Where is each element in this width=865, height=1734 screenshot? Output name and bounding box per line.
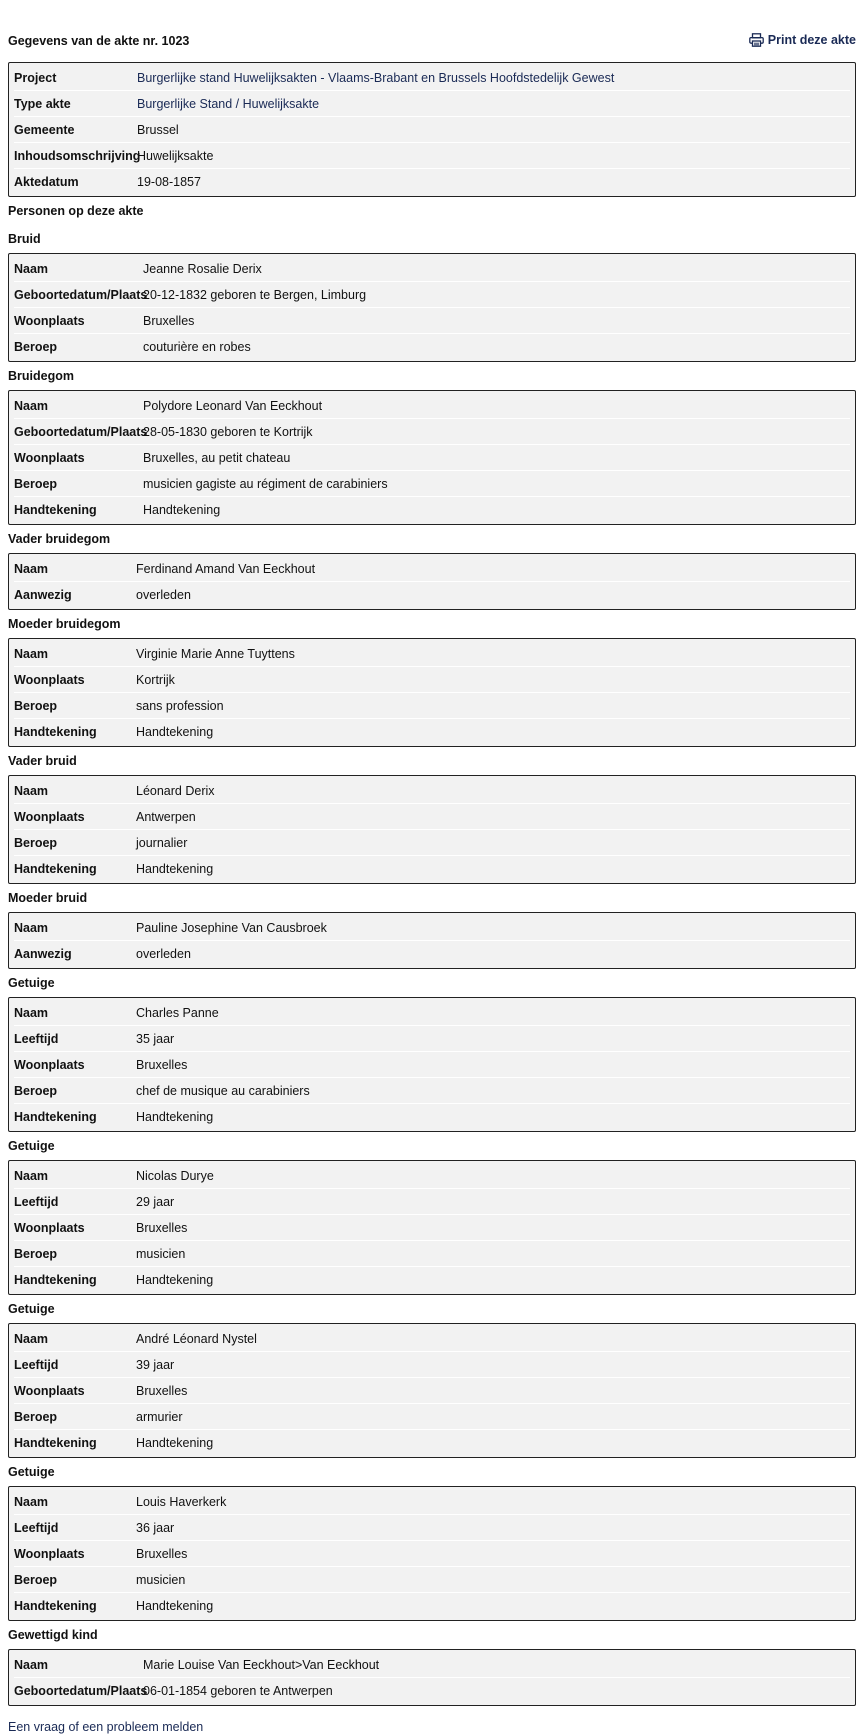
- detail-row: [14, 1267, 850, 1292]
- person-role-heading: Gewettigd kind: [8, 1628, 98, 1642]
- field-label: Beroep: [14, 339, 58, 354]
- field-value: Bruxelles: [136, 1057, 188, 1072]
- field-value: musicien: [136, 1246, 186, 1261]
- field-value: Ferdinand Amand Van Eeckhout: [136, 561, 316, 576]
- person-role-heading: Moeder bruid: [8, 891, 88, 905]
- field-value: 39 jaar: [136, 1357, 175, 1372]
- field-value: Brussel: [137, 122, 179, 137]
- field-label: Geboortedatum/Plaats: [14, 424, 148, 439]
- detail-row: [14, 582, 850, 607]
- person-box: [8, 997, 856, 1132]
- field-label: Beroep: [14, 1572, 58, 1587]
- field-label: Woonplaats: [14, 1057, 85, 1072]
- detail-row: [14, 1678, 850, 1703]
- field-label: Naam: [14, 261, 49, 276]
- field-value: Bruxelles: [136, 1383, 188, 1398]
- field-value[interactable]: Burgerlijke Stand / Huwelijksakte: [137, 96, 320, 111]
- field-label: Woonplaats: [14, 672, 85, 687]
- detail-row: [14, 471, 850, 497]
- detail-row: [14, 1515, 850, 1541]
- detail-row: [14, 1078, 850, 1104]
- detail-row: [14, 778, 850, 804]
- field-value: Marie Louise Van Eeckhout>Van Eeckhout: [143, 1657, 380, 1672]
- detail-row: [14, 804, 850, 830]
- detail-row: [14, 334, 850, 359]
- field-value: 29 jaar: [136, 1194, 175, 1209]
- field-value: Polydore Leonard Van Eeckhout: [143, 398, 323, 413]
- detail-row: [14, 1189, 850, 1215]
- detail-row: [14, 308, 850, 334]
- detail-row: [14, 856, 850, 881]
- detail-row: [14, 1352, 850, 1378]
- person-role-heading: Vader bruid: [8, 754, 77, 768]
- field-value: 19-08-1857: [137, 174, 201, 189]
- person-role-heading: Bruid: [8, 232, 41, 246]
- detail-row: [14, 667, 850, 693]
- field-label: Aanwezig: [14, 587, 72, 602]
- field-value: chef de musique au carabiniers: [136, 1083, 310, 1098]
- detail-row: [14, 1430, 850, 1455]
- field-label: Handtekening: [14, 502, 97, 517]
- field-label: Naam: [14, 1331, 49, 1346]
- detail-row: [14, 419, 850, 445]
- field-label: Woonplaats: [14, 1220, 85, 1235]
- person-box: [8, 1160, 856, 1295]
- detail-row: [14, 1104, 850, 1129]
- page-title: Gegevens van de akte nr. 1023: [8, 34, 190, 48]
- field-value: Handtekening: [143, 502, 221, 517]
- field-value: Kortrijk: [136, 672, 175, 687]
- detail-row: [14, 169, 850, 194]
- field-value: 35 jaar: [136, 1031, 175, 1046]
- detail-row: [14, 445, 850, 471]
- detail-row: [14, 719, 850, 744]
- detail-row: [14, 1541, 850, 1567]
- person-box: [8, 638, 856, 747]
- field-label: Beroep: [14, 1083, 58, 1098]
- field-value: journalier: [136, 835, 188, 850]
- field-label: Beroep: [14, 698, 58, 713]
- field-label: Beroep: [14, 1409, 58, 1424]
- person-role-heading: Getuige: [8, 1139, 55, 1153]
- field-label: Beroep: [14, 1246, 58, 1261]
- detail-row: [14, 641, 850, 667]
- detail-row: [14, 693, 850, 719]
- detail-row: [14, 393, 850, 419]
- field-label: Project: [14, 70, 57, 85]
- report-problem-link[interactable]: Een vraag of een probleem melden: [8, 1720, 204, 1734]
- field-value: Virginie Marie Anne Tuyttens: [136, 646, 295, 661]
- akte-details: [8, 62, 856, 197]
- field-value: Handtekening: [136, 861, 214, 876]
- field-label: Woonplaats: [14, 313, 85, 328]
- field-label: Handtekening: [14, 724, 97, 739]
- printer-icon: [749, 33, 764, 47]
- field-label: Leeftijd: [14, 1357, 59, 1372]
- print-button[interactable]: [749, 33, 856, 47]
- field-label: Leeftijd: [14, 1520, 59, 1535]
- field-label: Inhoudsomschrijving: [14, 148, 141, 163]
- field-label: Naam: [14, 1168, 49, 1183]
- person-role-heading: Bruidegom: [8, 369, 74, 383]
- field-value: Handtekening: [136, 1598, 214, 1613]
- field-value: Bruxelles: [143, 313, 195, 328]
- person-box: [8, 912, 856, 969]
- field-value: Charles Panne: [136, 1005, 219, 1020]
- field-value: Bruxelles, au petit chateau: [143, 450, 291, 465]
- field-label: Aktedatum: [14, 174, 79, 189]
- detail-row: [14, 1026, 850, 1052]
- persons-list: [8, 225, 856, 1706]
- field-label: Beroep: [14, 476, 58, 491]
- detail-row: [14, 117, 850, 143]
- field-label: Naam: [14, 1494, 49, 1509]
- person-box: [8, 253, 856, 362]
- field-value: Bruxelles: [136, 1546, 188, 1561]
- detail-row: [14, 1567, 850, 1593]
- field-label: Type akte: [14, 96, 71, 111]
- detail-row: [14, 65, 850, 91]
- field-value: 36 jaar: [136, 1520, 175, 1535]
- detail-row: [14, 1326, 850, 1352]
- field-value: sans profession: [136, 698, 224, 713]
- detail-row: [14, 282, 850, 308]
- field-label: Geboortedatum/Plaats: [14, 287, 148, 302]
- person-box: [8, 1486, 856, 1621]
- field-label: Gemeente: [14, 122, 75, 137]
- field-label: Naam: [14, 646, 49, 661]
- field-value[interactable]: Burgerlijke stand Huwelijksakten - Vlaams-Brabant en Brussels Hoofdstedelijk Gewest: [137, 70, 615, 85]
- field-value: Nicolas Durye: [136, 1168, 214, 1183]
- field-label: Geboortedatum/Plaats: [14, 1683, 148, 1698]
- field-value: Antwerpen: [136, 809, 196, 824]
- detail-row: [14, 1593, 850, 1618]
- field-label: Handtekening: [14, 861, 97, 876]
- field-label: Naam: [14, 1005, 49, 1020]
- detail-row: [14, 556, 850, 582]
- field-value: musicien gagiste au régiment de carabiniers: [143, 476, 388, 491]
- detail-row: [14, 143, 850, 169]
- person-box: [8, 1649, 856, 1706]
- detail-row: [14, 915, 850, 941]
- header: [8, 0, 856, 62]
- person-box: [8, 775, 856, 884]
- persons-heading: Personen op deze akte: [8, 204, 144, 218]
- detail-row: [14, 1378, 850, 1404]
- field-label: Naam: [14, 561, 49, 576]
- field-label: Handtekening: [14, 1109, 97, 1124]
- person-role-heading: Moeder bruidegom: [8, 617, 121, 631]
- person-box: [8, 1323, 856, 1458]
- person-role-heading: Getuige: [8, 976, 55, 990]
- field-label: Handtekening: [14, 1598, 97, 1613]
- field-label: Naam: [14, 783, 49, 798]
- field-value: Handtekening: [136, 1272, 214, 1287]
- detail-row: [14, 1489, 850, 1515]
- person-box: [8, 390, 856, 525]
- detail-row: [14, 1052, 850, 1078]
- field-value: Jeanne Rosalie Derix: [143, 261, 262, 276]
- person-role-heading: Getuige: [8, 1465, 55, 1479]
- field-label: Naam: [14, 920, 49, 935]
- field-value: Handtekening: [136, 1435, 214, 1450]
- detail-row: [14, 1163, 850, 1189]
- field-value: Louis Haverkerk: [136, 1494, 227, 1509]
- field-label: Aanwezig: [14, 946, 72, 961]
- person-box: [8, 553, 856, 610]
- detail-row: [14, 256, 850, 282]
- field-value: 06-01-1854 geboren te Antwerpen: [143, 1683, 333, 1698]
- detail-row: [14, 1652, 850, 1678]
- person-role-heading: Getuige: [8, 1302, 55, 1316]
- field-label: Handtekening: [14, 1272, 97, 1287]
- field-value: Huwelijksakte: [137, 148, 214, 163]
- field-label: Woonplaats: [14, 1546, 85, 1561]
- field-value: Handtekening: [136, 1109, 214, 1124]
- field-value: Pauline Josephine Van Causbroek: [136, 920, 327, 935]
- field-value: André Léonard Nystel: [136, 1331, 257, 1346]
- field-value: overleden: [136, 587, 191, 602]
- field-value: musicien: [136, 1572, 186, 1587]
- detail-row: [14, 830, 850, 856]
- field-value: couturière en robes: [143, 339, 251, 354]
- field-label: Beroep: [14, 835, 58, 850]
- detail-row: [14, 1000, 850, 1026]
- field-label: Handtekening: [14, 1435, 97, 1450]
- field-label: Leeftijd: [14, 1194, 59, 1209]
- field-value: Bruxelles: [136, 1220, 188, 1235]
- detail-row: [14, 1215, 850, 1241]
- print-label: Print deze akte: [767, 33, 856, 47]
- detail-row: [14, 91, 850, 117]
- field-value: armurier: [136, 1409, 183, 1424]
- detail-row: [14, 1404, 850, 1430]
- field-value: overleden: [136, 946, 191, 961]
- field-label: Naam: [14, 398, 49, 413]
- detail-row: [14, 497, 850, 522]
- detail-row: [14, 1241, 850, 1267]
- field-value: Léonard Derix: [136, 783, 215, 798]
- page: [8, 0, 856, 1734]
- field-label: Woonplaats: [14, 809, 85, 824]
- field-value: Handtekening: [136, 724, 214, 739]
- detail-row: [14, 941, 850, 966]
- field-label: Naam: [14, 1657, 49, 1672]
- field-value: 20-12-1832 geboren te Bergen, Limburg: [143, 287, 367, 302]
- person-role-heading: Vader bruidegom: [8, 532, 111, 546]
- field-value: 28-05-1830 geboren te Kortrijk: [143, 424, 313, 439]
- field-label: Woonplaats: [14, 1383, 85, 1398]
- field-label: Leeftijd: [14, 1031, 59, 1046]
- field-label: Woonplaats: [14, 450, 85, 465]
